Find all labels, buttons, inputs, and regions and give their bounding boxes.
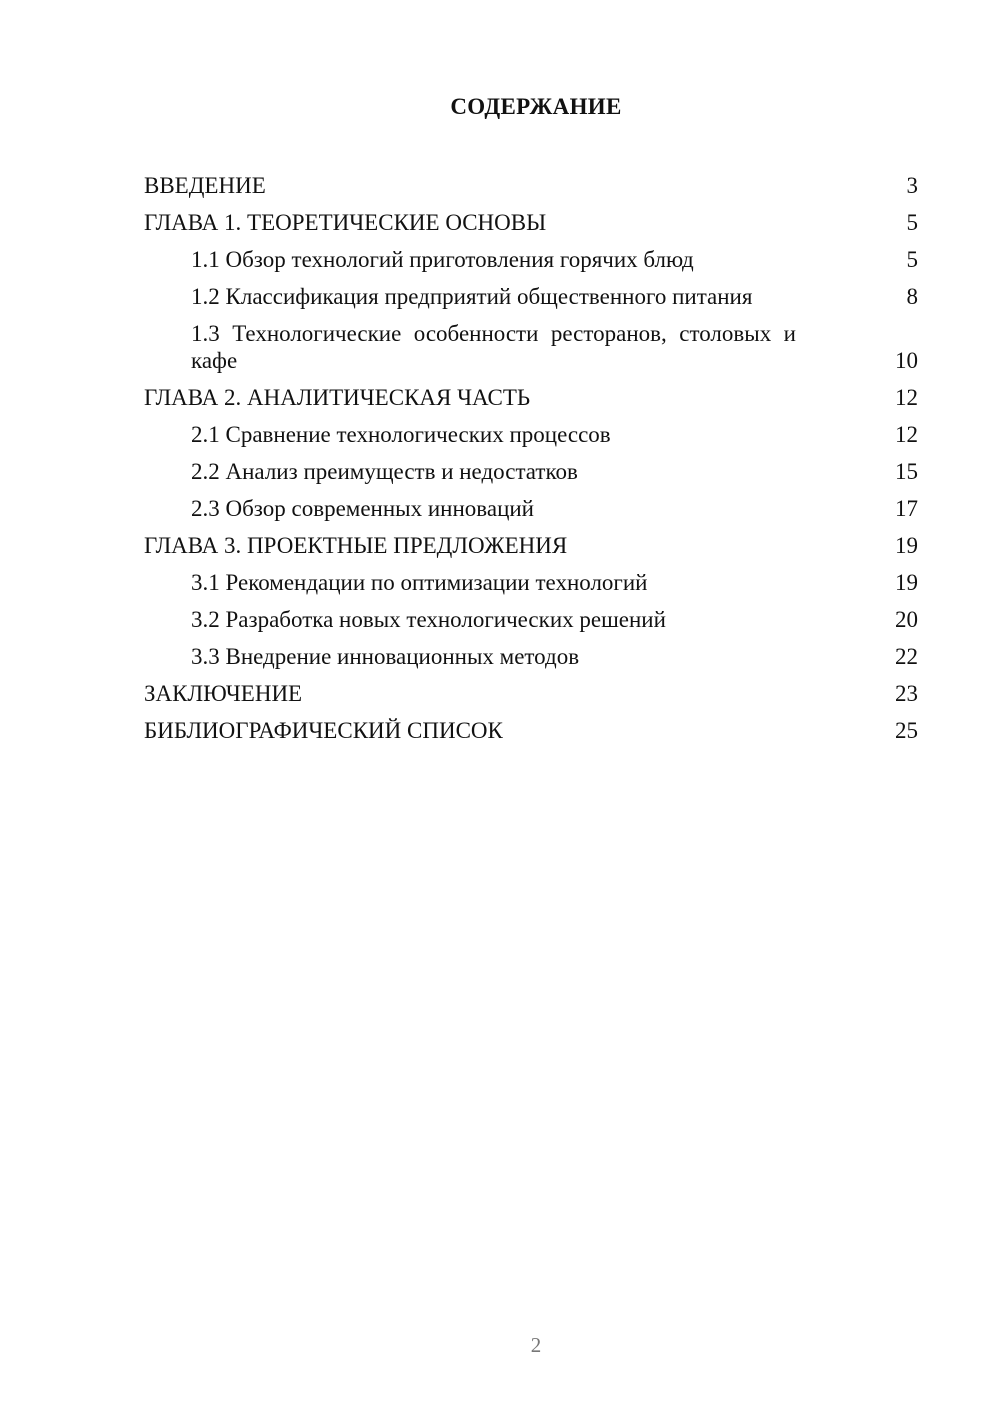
toc-entry-page: 19 [895,533,918,558]
toc-entry-page: 12 [895,385,918,410]
toc-entry-section-2-1[interactable] [144,416,918,453]
toc-entry-section-3-3[interactable] [144,638,918,675]
toc-entry-page: 5 [906,210,918,235]
toc-entry-label: ЗАКЛЮЧЕНИЕ [144,681,303,706]
page-title: СОДЕРЖАНИЕ [450,94,622,119]
toc-entry-label: ГЛАВА 3. ПРОЕКТНЫЕ ПРЕДЛОЖЕНИЯ [144,533,568,558]
toc-entry-introduction[interactable] [144,167,918,204]
toc-entry-label: 3.1 Рекомендации по оптимизации технологий [191,570,648,595]
page-number: 2 [530,1333,542,1357]
toc-entry-chapter-2[interactable] [144,379,918,416]
table-of-contents [144,167,918,749]
toc-entry-section-2-3[interactable] [144,490,918,527]
toc-entry-section-1-2[interactable] [144,278,918,315]
toc-entry-label: 2.1 Сравнение технологических процессов [191,422,611,447]
toc-entry-page: 23 [895,681,918,706]
toc-entry-section-1-1[interactable] [144,241,918,278]
toc-entry-page: 19 [895,570,918,595]
toc-entry-chapter-3[interactable] [144,527,918,564]
toc-entry-label: 3.3 Внедрение инновационных методов [191,644,580,669]
toc-entry-label: 2.3 Обзор современных инноваций [191,496,534,521]
toc-entry-bibliography[interactable] [144,712,918,749]
toc-entry-label: БИБЛИОГРАФИЧЕСКИЙ СПИСОК [144,718,503,743]
toc-entry-label: ГЛАВА 2. АНАЛИТИЧЕСКАЯ ЧАСТЬ [144,385,531,410]
toc-entry-section-1-3[interactable] [144,315,918,379]
toc-entry-chapter-1[interactable] [144,204,918,241]
toc-entry-page: 3 [906,173,918,198]
toc-entry-page: 10 [895,348,918,373]
toc-entry-label: 3.2 Разработка новых технологических решений [191,607,666,632]
toc-entry-label: 2.2 Анализ преимуществ и недостатков [191,459,578,484]
toc-entry-label: ГЛАВА 1. ТЕОРЕТИЧЕСКИЕ ОСНОВЫ [144,210,547,235]
toc-entry-page: 17 [895,496,918,521]
toc-entry-page: 15 [895,459,918,484]
toc-entry-label: 1.3 Технологические особенности ресторанов, столовых и кафе [191,321,796,373]
toc-entry-label: 1.1 Обзор технологий приготовления горячих блюд [191,247,694,272]
toc-entry-page: 5 [906,247,918,272]
toc-entry-page: 12 [895,422,918,447]
toc-entry-section-3-2[interactable] [144,601,918,638]
toc-entry-label: ВВЕДЕНИЕ [144,173,266,198]
toc-entry-page: 20 [895,607,918,632]
toc-entry-page: 25 [895,718,918,743]
toc-entry-conclusion[interactable] [144,675,918,712]
toc-entry-page: 8 [906,284,918,309]
toc-entry-section-2-2[interactable] [144,453,918,490]
toc-entry-label: 1.2 Классификация предприятий общественного питания [191,284,753,309]
toc-entry-section-3-1[interactable] [144,564,918,601]
toc-entry-page: 22 [895,644,918,669]
